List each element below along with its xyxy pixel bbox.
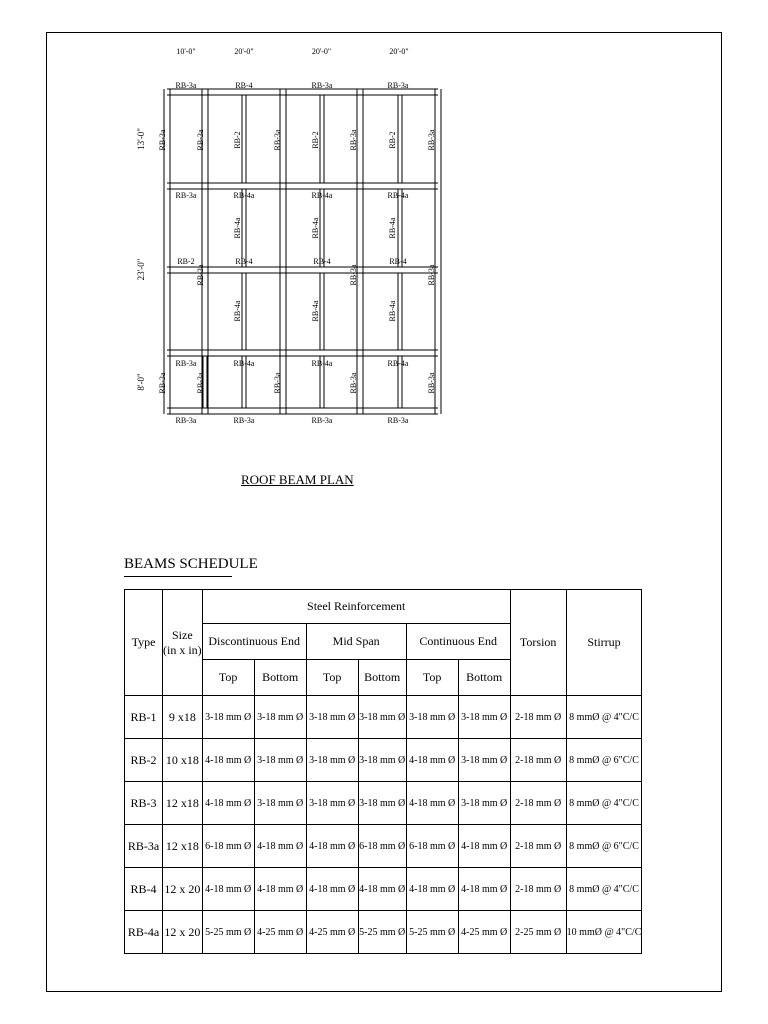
dim-span-label: 20'-0" (234, 47, 254, 56)
cell-mid-top: 3-18 mm Ø (306, 696, 358, 739)
cell-cont-top: 5-25 mm Ø (406, 911, 458, 954)
dim-span-label: 20'-0" (311, 47, 332, 56)
cell-disc-top: 3-18 mm Ø (202, 696, 254, 739)
plan-beam-labels (158, 81, 436, 425)
cell-torsion: 2-18 mm Ø (510, 825, 566, 868)
cell-stirrup: 8 mmØ @ 4"C/C (566, 782, 642, 825)
table-row (125, 739, 642, 782)
cell-mid-top: 3-18 mm Ø (306, 782, 358, 825)
beam-label: RB-3a (427, 372, 436, 394)
cell-torsion: 2-18 mm Ø (510, 739, 566, 782)
dim-height-label: 23'-0" (136, 258, 146, 281)
beam-label: RB-3a (387, 416, 409, 425)
beam-label: RB-3a (273, 372, 282, 394)
beams-schedule-title: BEAMS SCHEDULE (124, 556, 258, 572)
cell-stirrup: 8 mmØ @ 4"C/C (566, 868, 642, 911)
cell-stirrup: 8 mmØ @ 4"C/C (566, 696, 642, 739)
beam-label: RB-4a (233, 300, 242, 322)
table-row (125, 911, 642, 954)
header-discontinuous-end: Discontinuous End (202, 624, 306, 660)
beam-label: RB-3a (427, 264, 436, 286)
table-row (125, 696, 642, 739)
beam-label: RB-3a (387, 81, 409, 90)
header-disc-bottom: Bottom (254, 660, 306, 696)
beam-label: RB-3a (175, 416, 197, 425)
header-mid-bottom: Bottom (358, 660, 406, 696)
beam-label: RB-2 (177, 257, 195, 266)
beam-label: RB-3a (175, 191, 197, 200)
beam-label: RB-3a (196, 129, 205, 151)
cell-cont-top: 3-18 mm Ø (406, 696, 458, 739)
beams-schedule-table (124, 589, 642, 954)
cell-mid-bottom: 3-18 mm Ø (358, 782, 406, 825)
cell-cont-bottom: 4-18 mm Ø (458, 825, 510, 868)
cell-mid-bottom: 3-18 mm Ø (358, 739, 406, 782)
beam-label: RB-4a (311, 359, 333, 368)
cell-disc-bottom: 4-25 mm Ø (254, 911, 306, 954)
beam-label: RB-3a (175, 359, 197, 368)
beam-label: RB-4 (235, 257, 253, 266)
beam-label: RB-2 (388, 131, 397, 149)
beam-label: RB-4 (235, 81, 253, 90)
cell-type: RB-4 (125, 868, 163, 911)
beam-label: RB-4a (311, 300, 320, 322)
cell-cont-top: 4-18 mm Ø (406, 782, 458, 825)
beam-label: RB-3a (175, 81, 197, 90)
cell-type: RB-4a (125, 911, 163, 954)
header-mid-span: Mid Span (306, 624, 406, 660)
header-disc-top: Top (202, 660, 254, 696)
header-size-line1: Size (172, 627, 193, 642)
beam-label: RB-4a (387, 191, 409, 200)
cell-mid-bottom: 3-18 mm Ø (358, 696, 406, 739)
cell-mid-top: 3-18 mm Ø (306, 739, 358, 782)
beam-label: RB-3a (158, 129, 167, 151)
header-continuous-end: Continuous End (406, 624, 510, 660)
cell-disc-top: 5-25 mm Ø (202, 911, 254, 954)
table-row (125, 868, 642, 911)
beam-label: RB-3a (273, 129, 282, 151)
beam-label: RB-4a (388, 217, 397, 239)
beam-label: RB-3a (158, 372, 167, 394)
cell-stirrup: 8 mmØ @ 6"C/C (566, 739, 642, 782)
cell-cont-bottom: 4-25 mm Ø (458, 911, 510, 954)
cell-mid-bottom: 5-25 mm Ø (358, 911, 406, 954)
beam-label: RB-3a (196, 372, 205, 394)
cell-mid-top: 4-25 mm Ø (306, 911, 358, 954)
cell-cont-top: 6-18 mm Ø (406, 825, 458, 868)
cell-torsion: 2-18 mm Ø (510, 868, 566, 911)
cell-disc-top: 4-18 mm Ø (202, 782, 254, 825)
cell-disc-bottom: 3-18 mm Ø (254, 782, 306, 825)
table-row (125, 825, 642, 868)
dim-span-label: 10'-0" (176, 47, 196, 56)
cell-disc-bottom: 3-18 mm Ø (254, 739, 306, 782)
cell-size: 10 x18 (163, 739, 203, 782)
cell-cont-top: 4-18 mm Ø (406, 868, 458, 911)
cell-cont-bottom: 3-18 mm Ø (458, 782, 510, 825)
cell-torsion: 2-18 mm Ø (510, 696, 566, 739)
cell-stirrup: 10 mmØ @ 4"C/C (566, 911, 642, 954)
beam-label: RB-2 (233, 131, 242, 149)
cell-disc-bottom: 4-18 mm Ø (254, 868, 306, 911)
beam-label: RB-3a (427, 129, 436, 151)
beam-label: RB-3a (349, 129, 358, 151)
beam-label: RB-4 (389, 257, 407, 266)
cell-cont-top: 4-18 mm Ø (406, 739, 458, 782)
beam-label: RB-4a (387, 359, 409, 368)
beam-label: RB-4 (313, 257, 331, 266)
beam-label: RB-3a (233, 416, 255, 425)
cell-size: 9 x18 (163, 696, 203, 739)
cell-mid-top: 4-18 mm Ø (306, 825, 358, 868)
cell-cont-bottom: 3-18 mm Ø (458, 739, 510, 782)
header-type: Type (125, 590, 163, 696)
header-cont-top: Top (406, 660, 458, 696)
beam-label: RB-4a (233, 359, 255, 368)
header-torsion: Torsion (510, 590, 566, 696)
cell-mid-bottom: 4-18 mm Ø (358, 868, 406, 911)
header-cont-bottom: Bottom (458, 660, 510, 696)
roof-beam-plan-title: ROOF BEAM PLAN (241, 472, 354, 487)
cell-disc-top: 4-18 mm Ø (202, 739, 254, 782)
beam-label: RB-3a (196, 264, 205, 286)
table-row (125, 782, 642, 825)
header-steel-reinforcement: Steel Reinforcement (202, 590, 510, 624)
header-size-line2: (in x in) (163, 642, 202, 657)
cell-type: RB-3 (125, 782, 163, 825)
beams-schedule-underline (124, 576, 232, 577)
beam-label: RB-4a (311, 217, 320, 239)
cell-type: RB-2 (125, 739, 163, 782)
cell-disc-bottom: 3-18 mm Ø (254, 696, 306, 739)
beam-label: RB-3a (311, 81, 333, 90)
dim-height-label: 13'-0" (136, 128, 146, 150)
beam-label: RB-4a (311, 191, 333, 200)
cell-torsion: 2-18 mm Ø (510, 782, 566, 825)
header-stirrup: Stirrup (566, 590, 642, 696)
cell-size: 12 x 20 (163, 868, 203, 911)
cell-type: RB-1 (125, 696, 163, 739)
dim-span-label: 20'-0" (389, 47, 409, 56)
beam-label: RB-4a (233, 191, 255, 200)
beam-label: RB-4a (388, 300, 397, 322)
cell-cont-bottom: 4-18 mm Ø (458, 868, 510, 911)
cell-stirrup: 8 mmØ @ 6"C/C (566, 825, 642, 868)
cell-size: 12 x18 (163, 825, 203, 868)
header-size (163, 590, 203, 696)
cell-cont-bottom: 3-18 mm Ø (458, 696, 510, 739)
header-mid-top: Top (306, 660, 358, 696)
cell-type: RB-3a (125, 825, 163, 868)
roof-beam-plan (0, 0, 768, 470)
cell-size: 12 x 20 (163, 911, 203, 954)
cell-disc-bottom: 4-18 mm Ø (254, 825, 306, 868)
cell-mid-top: 4-18 mm Ø (306, 868, 358, 911)
cell-size: 12 x18 (163, 782, 203, 825)
beam-label: RB-4a (233, 217, 242, 239)
dim-height-label: 8'-0" (136, 373, 146, 391)
cell-disc-top: 4-18 mm Ø (202, 868, 254, 911)
cell-disc-top: 6-18 mm Ø (202, 825, 254, 868)
beam-label: RB-3a (349, 372, 358, 394)
cell-torsion: 2-25 mm Ø (510, 911, 566, 954)
cell-mid-bottom: 6-18 mm Ø (358, 825, 406, 868)
beam-label: RB-3a (349, 264, 358, 286)
beam-label: RB-3a (311, 416, 333, 425)
beam-label: RB-2 (311, 131, 320, 149)
